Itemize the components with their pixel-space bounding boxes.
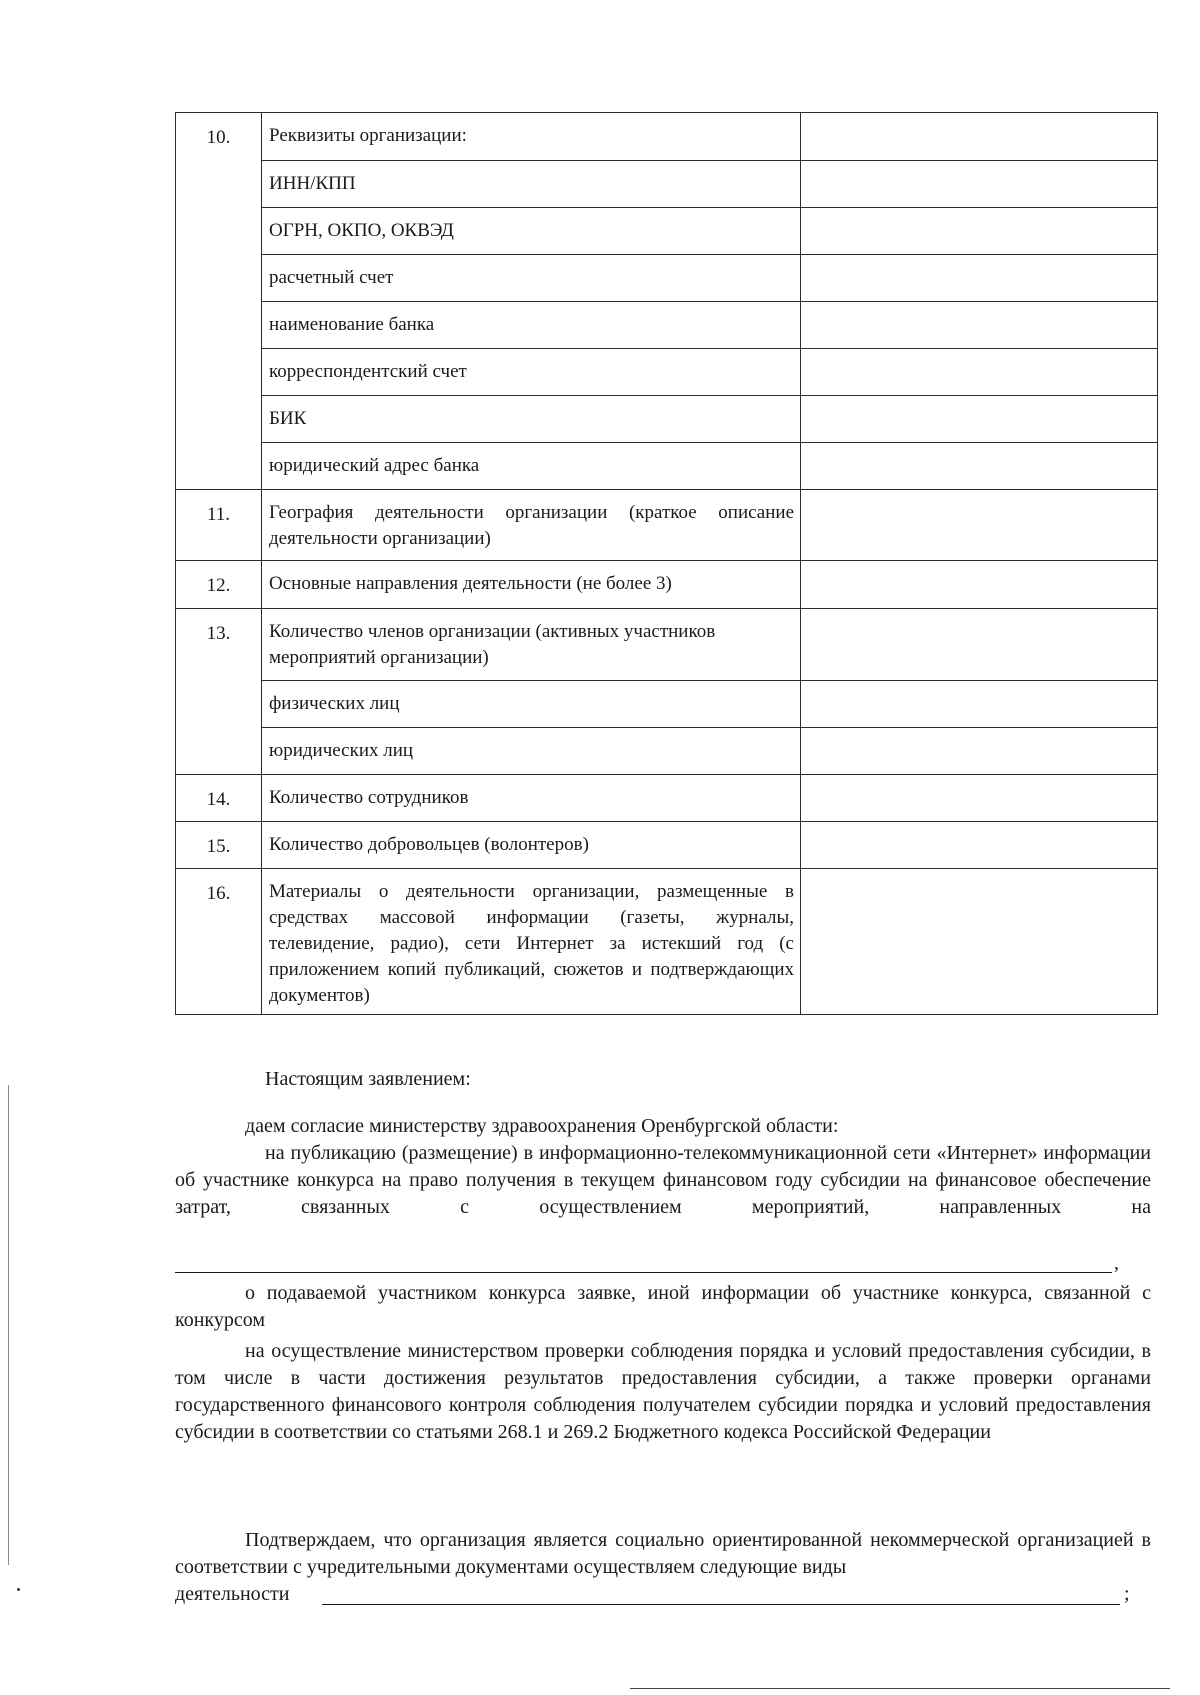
value-cell[interactable] [801,822,1158,869]
table-row [176,349,1158,396]
value-cell[interactable] [801,561,1158,609]
value-cell[interactable] [801,609,1158,681]
value-cell[interactable] [801,208,1158,255]
value-cell[interactable] [801,775,1158,822]
row-label: расчетный счет [262,255,801,302]
table-row [176,443,1158,490]
row-number: 12. [176,561,262,609]
scan-margin-mark [8,1085,9,1565]
publication-clause: на публикацию (размещение) в информационно-телекоммуникационной сети «Интернет» информации об участнике конкурса на право получения в текущем финансовом году субсидии на финансовое обеспечение затрат, связанных с осуществлением мероприятий, направленных на [175,1142,1151,1218]
row-label: ИНН/КПП [262,161,801,208]
row-label: Количество сотрудников [262,775,801,822]
scan-bottom-rule [630,1688,1170,1689]
row-label: юридический адрес банка [262,443,801,490]
row-label: Количество членов организации (активных участников мероприятий организации) [262,609,801,681]
row-label: ОГРН, ОКПО, ОКВЭД [262,208,801,255]
table-row [176,728,1158,775]
row-label: География деятельности организации (краткое описание деятельности организации) [262,490,801,561]
value-cell[interactable] [801,443,1158,490]
table-row [176,113,1158,161]
confirmation-last-word: деятельности [175,1583,290,1605]
row-label: БИК [262,396,801,443]
row-label: Реквизиты организации: [262,113,801,161]
row-label: Основные направления деятельности (не более 3) [262,561,801,609]
table-row [176,490,1158,561]
row-number: 16. [176,869,262,1015]
consent-text: даем согласие министерству здравоохранения Оренбургской области: [245,1115,839,1137]
row-label: юридических лиц [262,728,801,775]
row-label: корреспондентский счет [262,349,801,396]
value-cell[interactable] [801,728,1158,775]
table-row [176,161,1158,208]
row-number: 11. [176,490,262,561]
value-cell[interactable] [801,302,1158,349]
row-number: 10. [176,113,262,490]
fill-line-activities[interactable] [322,1604,1120,1605]
row-number: 13. [176,609,262,775]
confirmation-text: Подтверждаем, что организация является социально ориентированной некоммерческой организацией в соответствии с учредительными документами осуществляем следующие виды [175,1529,1151,1578]
value-cell[interactable] [801,113,1158,161]
fill-line-direction[interactable] [175,1272,1112,1273]
value-cell[interactable] [801,396,1158,443]
table-row [176,869,1158,1015]
application-info-clause: о подаваемой участником конкурса заявке, иной информации об участнике конкурса, связанной с конкурсом [175,1282,1151,1331]
table-row [176,775,1158,822]
value-cell[interactable] [801,255,1158,302]
row-number: 14. [176,775,262,822]
requisites-table [175,112,1158,1015]
statement-intro: Настоящим заявлением: [265,1068,471,1090]
value-cell[interactable] [801,161,1158,208]
row-label: Материалы о деятельности организации, размещенные в средствах массовой информации (газеты, журналы, телевидение, радио), сети Интернет за истекший год (с приложением копий публикаций, сюжетов и подтверждающих документов) [262,869,801,1015]
table-row [176,609,1158,681]
scan-dot-mark [17,1588,20,1591]
table-row [176,208,1158,255]
line-end-comma: , [1114,1252,1119,1274]
row-number: 15. [176,822,262,869]
line-end-semicolon: ; [1124,1583,1130,1605]
table-row [176,302,1158,349]
value-cell[interactable] [801,869,1158,1015]
value-cell[interactable] [801,349,1158,396]
value-cell[interactable] [801,681,1158,728]
table-row [176,681,1158,728]
row-label: Количество добровольцев (волонтеров) [262,822,801,869]
table-row [176,255,1158,302]
table-row [176,822,1158,869]
row-label: наименование банка [262,302,801,349]
inspection-clause: на осуществление министерством проверки соблюдения порядка и условий предоставления субсидии, в том числе в части достижения результатов предоставления субсидии, а также проверки органами государственного финансового контроля соблюдения получателем субсидии порядка и условий предоставления субсидии в соответствии со статьями 268.1 и 269.2 Бюджетного кодекса Российской Федерации [175,1340,1151,1443]
table-row [176,561,1158,609]
row-label: физических лиц [262,681,801,728]
table-row [176,396,1158,443]
value-cell[interactable] [801,490,1158,561]
